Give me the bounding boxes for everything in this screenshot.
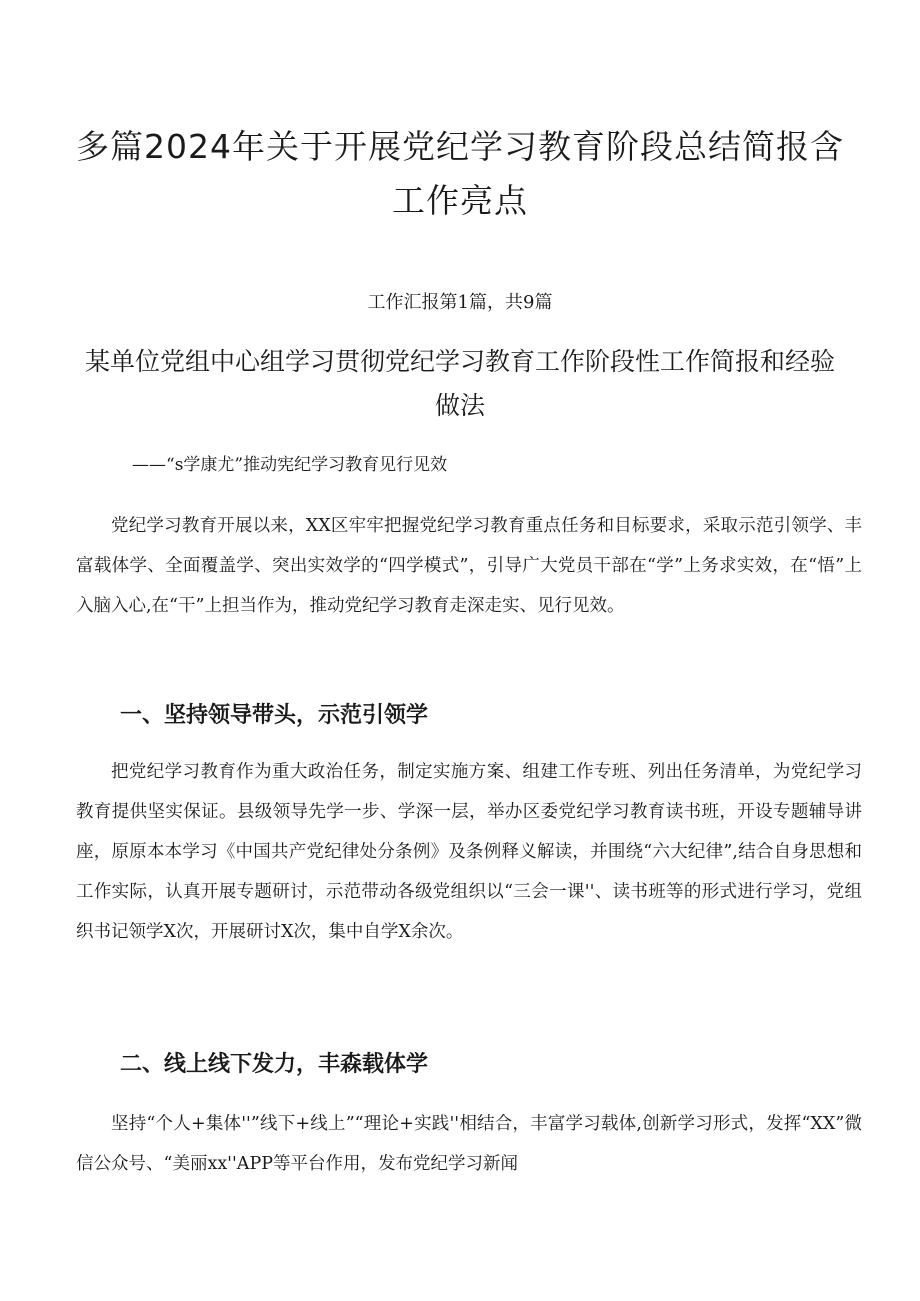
document-meta: 工作汇报第1篇，共9篇 [367,292,553,313]
article-title: 某单位党组中心组学习贯彻党纪学习教育工作阶段性工作简报和经验做法 [84,347,835,420]
section-paragraph-2: 坚持“个人+集体''”线下+线上”“理论+实践''相结合，丰富学习载体,创新学习形式，发挥“XX”微信公众号、“美丽xx''APP等平台作用，发布党纪学习新闻 [76,1114,862,1174]
article-tagline: ——“s学康尤”推动宪纪学习教育见行见效 [132,455,448,475]
section-paragraph-1: 把党纪学习教育作为重大政治任务，制定实施方案、组建工作专班、列出任务清单，为党纪学习教育提供坚实保证。县级领导先学一步、学深一层，举办区委党纪学习教育读书班，开设专题辅导讲座，原原本本学习《中国共产党纪律处分条例》及条例释义解读，并围绕“六大纪律”,结合自身思想和工作实际，认真开展专题研讨，示范带动各级党组织以“三会一课''、读书班等的形式进行学习，党组织书记领学X次，开展研讨X次，集中自学X余次。 [76,762,862,942]
section-heading-1: 一、坚持领导带头，示范引领学 [120,703,429,728]
intro-paragraph: 党纪学习教育开展以来，XX区牢牢把握党纪学习教育重点任务和目标要求，采取示范引领学、丰富载体学、全面覆盖学、突出实效学的“四学模式”，引导广大党员干部在“学”上务求实效，在“悟”上入脑入心,在“干”上担当作为，推动党纪学习教育走深走实、见行见效。 [76,516,862,616]
page-title: 多篇2024年关于开展党纪学习教育阶段总结简报含工作亮点 [76,127,844,220]
section-heading-2: 二、线上线下发力，丰森载体学 [120,1052,429,1077]
